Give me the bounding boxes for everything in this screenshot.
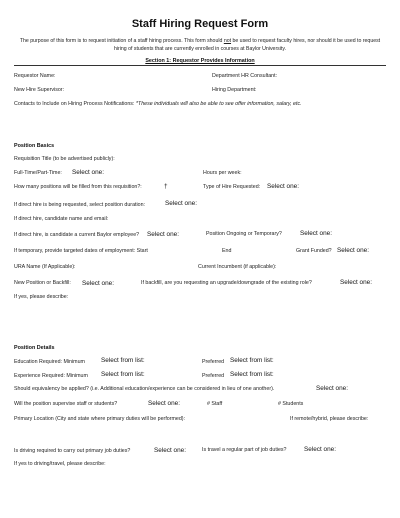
type-of-hire-select[interactable]: Select one: [267,183,299,190]
equivalency-label: Should equivalency be applied? (i.e. Additional education/experience can be considered in lieu of one another). [14,386,275,392]
position-basics-heading: Position Basics [14,143,55,149]
ura-name-label: URA Name (If Applicable): [14,264,76,270]
primary-location-label: Primary Location (City and state where primary duties will be performed): [14,416,186,422]
contacts-row [14,101,302,108]
hiring-department-label: Hiring Department: [212,87,257,93]
intro-text-1: The purpose of this form is to request initiation of a staff hiring process. This form should [19,38,224,44]
supervise-staff-select[interactable]: Select one: [148,400,180,407]
full-part-time-label: Full-Time/Part-Time: [14,170,62,176]
backfill-upgrade-label: If backfill, are you requesting an upgrade/downgrade of the existing role? [141,280,312,286]
remote-hybrid-label: If remote/hybrid, please describe: [290,416,369,422]
section1-heading: Section 1: Requestor Provides Information [145,58,255,64]
travel-regular-label: Is travel a regular part of job duties? [202,447,287,453]
education-required-label: Education Required: Minimum [14,359,85,365]
dept-hr-consultant-label: Department HR Consultant: [212,73,278,79]
if-yes-describe-label: If yes, please describe: [14,294,69,300]
full-part-time-select[interactable]: Select one: [72,169,104,176]
direct-hire-duration-label: If direct hire is being requested, select position duration: [14,202,146,208]
direct-hire-duration-select[interactable]: Select one: [165,200,197,207]
new-or-backfill-select[interactable]: Select one: [82,280,114,287]
new-hire-supervisor-label: New Hire Supervisor: [14,87,65,93]
equivalency-select[interactable]: Select one: [316,385,348,392]
positions-stepper[interactable]: † [164,183,168,190]
position-details-heading: Position Details [14,345,55,351]
contacts-note: *These individuals will also be able to see offer information, salary, etc. [135,101,302,107]
requestor-name-label: Requestor Name: [14,73,56,79]
current-incumbent-label: Current Incumbent (if applicable): [198,264,277,270]
experience-preferred-label: Preferred [202,373,225,379]
driving-describe-label: If yes to driving/travel, please describe: [14,461,106,467]
ongoing-or-temporary-select[interactable]: Select one: [300,230,332,237]
intro-paragraph [14,37,386,53]
intro-emphasis: not [223,38,232,44]
requisition-title-label: Requisition Title (to be advertised publicly): [14,156,115,162]
driving-required-select[interactable]: Select one: [154,447,186,454]
education-min-select[interactable]: Select from list: [101,357,145,364]
intro-text-2: be used to request faculty hires, nor should it be used to request hiring of students that are currently enrolled in courses at Baylor University. [113,38,381,52]
driving-required-label: Is driving required to carry out primary job duties? [14,448,131,454]
temporary-dates-label: If temporary, provide targeted dates of employment: Start [14,248,148,254]
education-preferred-label: Preferred [202,359,225,365]
candidate-current-employee-select[interactable]: Select one: [147,231,179,238]
grant-funded-label: Grant Funded? [296,248,332,254]
experience-min-select[interactable]: Select from list: [101,371,145,378]
experience-required-label: Experience Required: Minimum [14,373,88,379]
num-students-label: # Students [278,401,304,407]
section1-rule [14,65,386,66]
end-date-label: End [222,248,232,254]
hours-per-week-label: Hours per week: [203,170,242,176]
supervise-staff-label: Will the position supervise staff or students? [14,401,118,407]
experience-preferred-select[interactable]: Select from list: [230,371,274,378]
education-preferred-select[interactable]: Select from list: [230,357,274,364]
direct-hire-candidate-label: If direct hire, candidate name and email: [14,216,109,222]
num-staff-label: # Staff [207,401,223,407]
travel-regular-select[interactable]: Select one: [304,446,336,453]
new-or-backfill-label: New Position or Backfill: [14,280,71,286]
contacts-label: Contacts to Include on Hiring Process Notifications: [14,101,135,107]
backfill-upgrade-select[interactable]: Select one: [340,279,372,286]
ongoing-or-temporary-label: Position Ongoing or Temporary? [206,231,282,237]
how-many-positions-label: How many positions will be filled from this requisition?: [14,184,142,190]
grant-funded-select[interactable]: Select one: [337,247,369,254]
candidate-current-employee-label: If direct hire, is candidate a current Baylor employee? [14,232,140,238]
type-of-hire-label: Type of Hire Requested: [203,184,261,190]
form-title: Staff Hiring Request Form [131,18,269,30]
